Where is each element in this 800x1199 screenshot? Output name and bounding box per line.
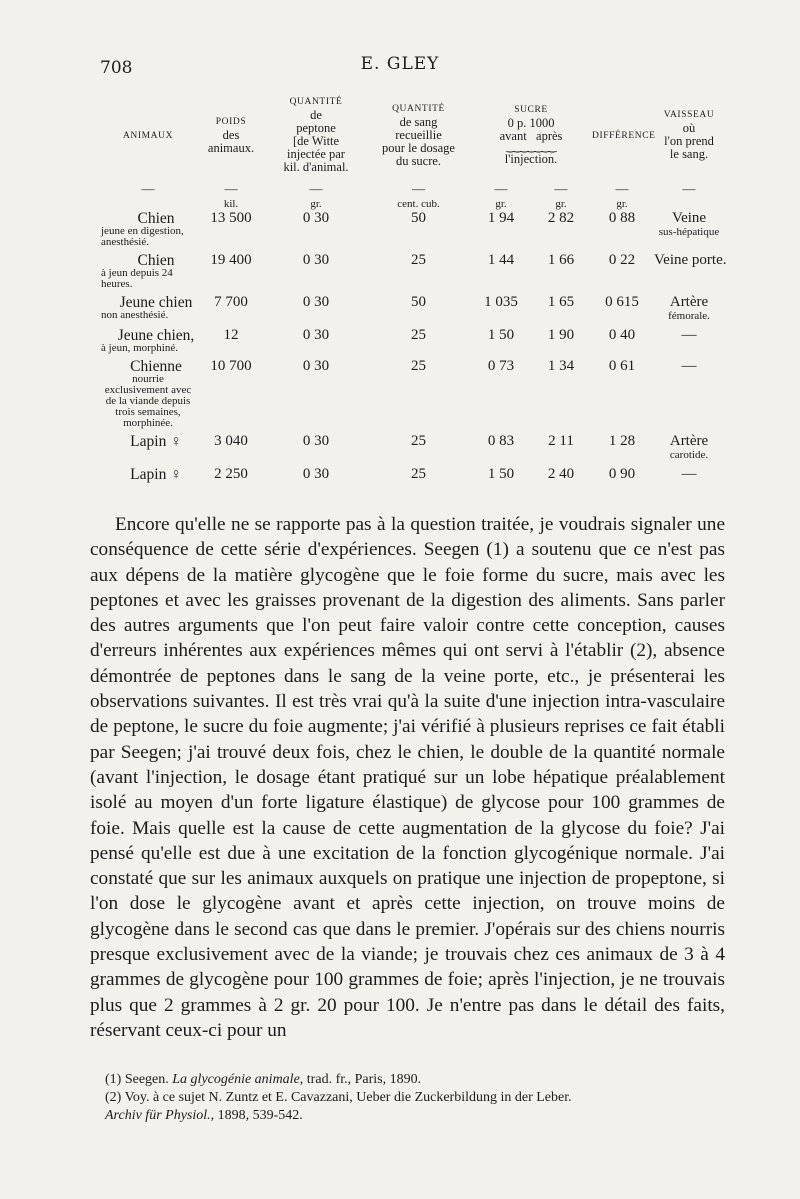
page-number: 708 (100, 58, 133, 78)
cell-apres: 1 66 (547, 252, 575, 268)
cell-poids: 2 250 (214, 466, 248, 482)
unit-apres: gr. (555, 198, 567, 210)
footnote-1: (1) Seegen. La glycogénie animale, trad. fr., Paris, 1890. (105, 1072, 422, 1087)
vaisseau-sub: carotide. (669, 449, 709, 461)
col-header-sucre: SUCRE 0 p. 1000 avant après ‿‿‿‿‿‿‿ l'injection. (471, 96, 591, 178)
col-header-apres: après (536, 129, 563, 143)
cell-difference: 0 88 (608, 210, 636, 226)
cell-sang: 50 (411, 294, 426, 310)
cell-animal (100, 328, 196, 359)
cell-peptone: 0 30 (302, 252, 330, 268)
cell-poids: 7 700 (214, 294, 248, 310)
cell-sang: 25 (411, 433, 426, 449)
cell-vaisseau (653, 211, 725, 253)
cell-peptone: 0 30 (302, 294, 330, 310)
table-row (100, 434, 725, 467)
vaisseau-label: Veine (671, 210, 707, 226)
col-header-animaux: ANIMAUX (122, 130, 174, 141)
animal-name: Jeune chien, (117, 327, 195, 344)
vaisseau-sub: fémorale. (668, 310, 710, 322)
cell-sang: 25 (411, 358, 426, 374)
cell-sang: 25 (411, 327, 426, 343)
cell-vaisseau (653, 328, 725, 359)
cell-difference: 1 28 (608, 433, 636, 449)
cell-peptone: 0 30 (302, 466, 330, 482)
col-header-poids: POIDS des animaux. (207, 116, 255, 155)
cell-vaisseau (653, 359, 725, 434)
cell-apres: 1 34 (547, 358, 575, 374)
cell-animal (100, 467, 196, 487)
body-text (90, 512, 725, 1043)
brace-line: ‿‿‿‿‿‿‿ (506, 142, 556, 153)
cell-difference: 0 90 (608, 466, 636, 482)
experiment-table (100, 96, 725, 487)
cell-animal (100, 211, 196, 253)
table-row (100, 328, 725, 359)
animal-note: non anesthésié. (101, 309, 169, 321)
footnotes (90, 1071, 725, 1125)
cell-difference: 0 61 (608, 358, 636, 374)
animal-note: à jeun depuis 24 heures. (101, 267, 173, 290)
table-row (100, 253, 725, 295)
unit-poids: kil. (223, 198, 239, 210)
unit-avant: gr. (495, 198, 507, 210)
table-row (100, 467, 725, 487)
cell-avant: 1 44 (487, 252, 515, 268)
cell-peptone: 0 30 (302, 210, 330, 226)
cell-peptone: 0 30 (302, 358, 330, 374)
cell-animal (100, 434, 196, 467)
unit-difference: gr. (616, 198, 628, 210)
cell-apres: 1 90 (547, 327, 575, 343)
cell-apres: 2 82 (547, 210, 575, 226)
running-head: E. GLEY (360, 54, 440, 74)
animal-note: jeune en digestion, anesthésié. (101, 225, 184, 248)
cell-vaisseau (653, 467, 725, 487)
vaisseau-label: Artère (669, 433, 709, 449)
vaisseau-label: Artère (669, 294, 709, 310)
animal-name: Chienne (130, 358, 182, 375)
table-body (100, 211, 725, 487)
cell-animal (100, 295, 196, 328)
cell-avant: 0 73 (487, 358, 515, 374)
cell-sang: 25 (411, 252, 426, 268)
cell-vaisseau (653, 434, 725, 467)
cell-poids: 10 700 (210, 358, 252, 374)
cell-apres: 2 11 (548, 433, 574, 449)
col-header-peptone: QUANTITÉ de peptone [de Witte injectée par kil. d'animal. (283, 97, 349, 174)
cell-avant: 1 50 (487, 466, 515, 482)
cell-apres: 1 65 (547, 294, 575, 310)
cell-animal (100, 359, 196, 434)
cell-avant: 1 035 (484, 294, 518, 310)
animal-note: à jeun, morphiné. (101, 342, 178, 354)
animal-name: Chien (137, 210, 175, 227)
col-header-difference: DIFFÉRENCE (592, 130, 656, 141)
vaisseau-label: Veine porte. (654, 252, 727, 268)
animal-name: Lapin ♀ (130, 466, 182, 483)
cell-apres: 2 40 (547, 466, 575, 482)
cell-peptone: 0 30 (302, 327, 330, 343)
table-row (100, 211, 725, 253)
cell-avant: 1 94 (487, 210, 515, 226)
vaisseau-label: — (681, 358, 697, 374)
cell-poids: 19 400 (210, 252, 252, 268)
col-header-avant: avant (499, 129, 527, 143)
cell-peptone: 0 30 (302, 433, 330, 449)
animal-name: Lapin ♀ (130, 433, 182, 450)
vaisseau-sub: sus-hépatique (658, 226, 720, 238)
table-row (100, 295, 725, 328)
cell-animal (100, 253, 196, 295)
animal-name: Jeune chien (119, 294, 193, 311)
cell-difference: 0 40 (608, 327, 636, 343)
animal-note: nourrie exclusivement avec de la viande depuis trois semaines, morphinée. (104, 373, 192, 429)
col-header-vaisseau: VAISSEAU où l'on prend le sang. (663, 110, 715, 161)
unit-sang: cent. cub. (397, 198, 440, 210)
cell-poids: 12 (223, 327, 239, 343)
cell-sang: 25 (411, 466, 426, 482)
cell-poids: 3 040 (214, 433, 248, 449)
cell-poids: 13 500 (210, 210, 252, 226)
animal-name: Chien (137, 252, 175, 269)
cell-sang: 50 (411, 210, 426, 226)
cell-difference: 0 615 (605, 294, 639, 310)
table-header-row (100, 96, 725, 178)
cell-difference: 0 22 (608, 252, 636, 268)
vaisseau-label: — (681, 466, 697, 482)
vaisseau-label: — (681, 327, 697, 343)
col-header-injection: l'injection. (504, 152, 558, 166)
cell-avant: 0 83 (487, 433, 515, 449)
cell-vaisseau (653, 253, 725, 295)
unit-peptone: gr. (310, 198, 322, 210)
cell-vaisseau (653, 295, 725, 328)
table-row (100, 359, 725, 434)
col-header-sang: QUANTITÉ de sang recueillie pour le dosage du sucre. (382, 103, 455, 168)
cell-avant: 1 50 (487, 327, 515, 343)
dash-row: — — — — — — — — (141, 181, 696, 196)
footnote-2: (2) Voy. à ce sujet N. Zuntz et E. Cavazzani, Ueber die Zuckerbildung in der Leber. Archiv für Physiol., 1898, 539-542. (105, 1090, 572, 1123)
body-paragraph: Encore qu'elle ne se rapporte pas à la question traitée, je voudrais signaler une conséquence de cette série d'expériences. Seegen (1) a soutenu que ce n'est pas aux dépens de la matière glycogène que le foie forme du sucre, mais avec les peptones et avec les graisses provenant de la digestion des aliments. Sans parler des autres arguments que l'on peut faire valoir contre cette conception, causes d'erreurs inhérentes aux expériences mêmes qui ont servi à l'établir (2), absence démontrée de peptones dans le sang de la veine porte, etc., je présenterai les observations suivantes. Il est très vrai qu'à la suite d'une injection intra-vasculaire de peptone, le sucre du foie augmente; j'ai vérifié à plusieurs reprises ce fait établi par Seegen; j'ai trouvé deux fois, chez le chien, le double de la quantité normale (avant l'injection, le dosage étant pratiqué sur un lobe hépatique préalablement isolé au moyen d'un forte ligature élastique) de glycose pour 100 grammes de foie. Mais quelle est la cause de cette augmentation de la glycose du foie? J'ai pensé qu'elle est due à une excitation de la fonction glycogénique normale. J'ai constaté que sur les animaux auxquels on pratique une injection de propeptone, si l'on dose le glycogène avant et après cette injection, on trouve moins de glycogène dans le second cas que dans le premier. J'opérais sur des chiens nourris presque exclusivement avec de la viande; je trouvais chez ces animaux de 3 à 4 grammes de glycogène pour 100 grammes de foie; après l'injection, je ne trouvais plus que 2 grammes à 2 gr. 20 pour 100. Je n'entre pas dans le détail des faits, réservant ceux-ci pour un (90, 514, 725, 1041)
